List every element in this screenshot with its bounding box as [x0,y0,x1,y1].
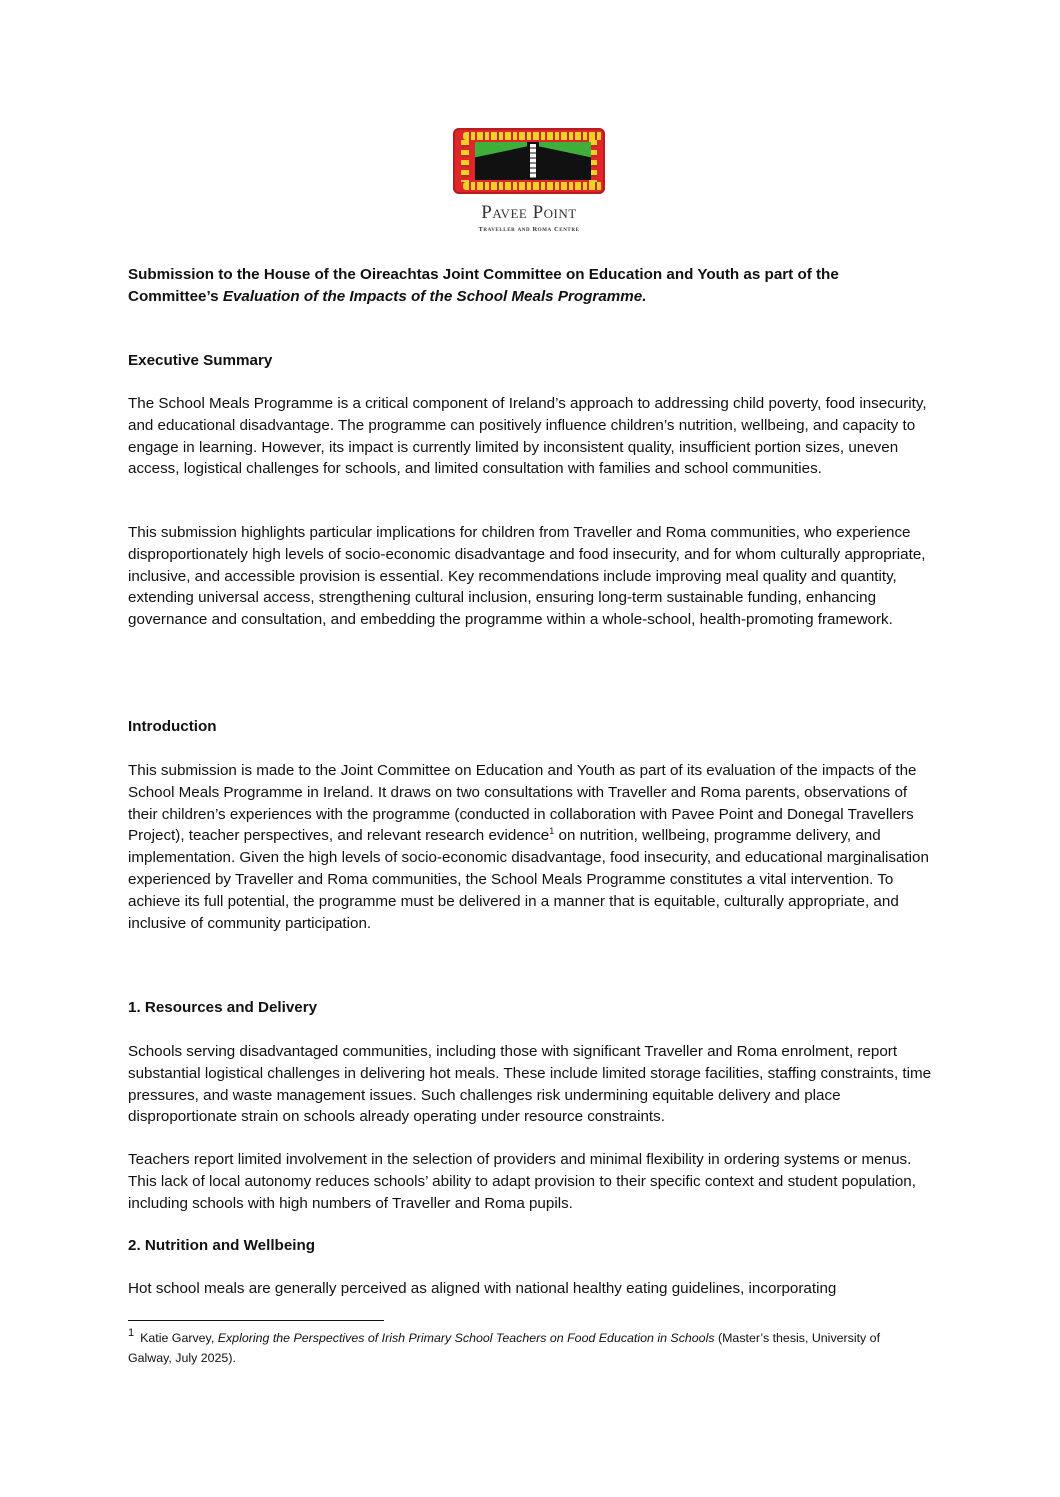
title-line-1: Submission to the House of the Oireachtas Joint Committee on Education and Youth as part of the [128,266,839,283]
logo-name: Pavee Point [481,202,577,223]
heading-executive-summary: Executive Summary [128,352,273,369]
exec-summary-paragraph-1: The School Meals Programme is a critical component of Ireland’s approach to addressing child poverty, food insecurity, and educational disadvantage. The programme can positively influence children’s nutrition, wellbeing, and capacity to engage in learning. However, its impact is currently limited by inconsistent quality, insufficient portion sizes, uneven access, logistical challenges for schools, and limited consultation with families and school communities. [128,395,927,478]
heading-resources-and-delivery: 1. Resources and Delivery [128,999,318,1016]
logo-ornament-bottom [463,182,603,190]
nutrition-paragraph-1: Hot school meals are generally perceived as aligned with national healthy eating guidelines, incorporating [128,1280,837,1297]
logo-ornament-left [461,140,469,182]
intro-text-before-note: This submission is made to the Joint Committee on Education and Youth as part of its evaluation of the impacts of the School Meals Programme in Ireland. It draws on two consultations with Traveller and Roma parents, observations of their children’s experiences with the programme (conducted in collaboration with Pavee Point and Donegal Travellers Project), teacher perspectives, and relevant research evidence [128,762,917,845]
logo-subtitle: Traveller and Roma Centre [478,226,580,233]
title-line-2 [128,286,934,308]
title-line-2-italic: Evaluation of the Impacts of the School Meals Programme. [222,287,647,305]
footnote-reference-1[interactable]: 1 [549,826,555,837]
logo-road-scene-icon [475,142,591,180]
heading-nutrition-and-wellbeing: 2. Nutrition and Wellbeing [128,1237,316,1254]
introduction-paragraph [128,760,934,934]
resources-paragraph-2: Teachers report limited involvement in the selection of providers and minimal flexibility in ordering systems or menus. This lack of local autonomy reduces schools’ ability to adapt provision to their specific context and student population, including schools with high numbers of Traveller and Roma pupils. [128,1151,916,1212]
exec-summary-paragraph-2: This submission highlights particular implications for children from Traveller and Roma communities, who experience disproportionately high levels of socio-economic disadvantage and food insecurity, and for whom culturally appropriate, inclusive, and accessible provision is essential. Key recommendations include improving meal quality and quantity, extending universal access, strengthening cultural inclusion, ensuring long-term sustainable funding, enhancing governance and consultation, and embedding the programme within a whole-school, health-promoting framework. [128,524,926,629]
logo-grass-right [539,142,591,164]
intro-text-after-note: on nutrition, wellbeing, programme delivery, and implementation. Given the high levels of socio-economic disadvantage, food insecurity, and educational marginalisation experienced by Traveller and Roma communities, the School Meals Programme constitutes a vital intervention. To achieve its full potential, the programme must be delivered in a manner that is equitable, culturally appropriate, and inclusive of community participation. [128,827,929,932]
logo-road-line [530,144,536,178]
footnote-mark: 1 [128,1327,135,1339]
heading-introduction: Introduction [128,718,217,735]
logo-ornate-frame-icon [453,128,605,194]
footnote-separator [128,1320,384,1321]
title-line-2-prefix: Committee’s [128,287,223,305]
resources-paragraph-1: Schools serving disadvantaged communities, including those with significant Traveller and Roma enrolment, report substantial logistical challenges in delivering hot meals. These include limited storage facilities, staffing constraints, time pressures, and waste management issues. Such challenges risk undermining equitable delivery and place disproportionate strain on schools already operating under resource constraints. [128,1043,932,1126]
logo-ornament-top [463,132,603,140]
footnote-1 [128,1328,908,1368]
footnote-rest: (Master’s thesis, University of Galway, July 2025). [128,1331,881,1365]
footnote-author: Katie Garvey, [140,1331,218,1345]
document-title [128,264,934,307]
footnote-title: Exploring the Perspectives of Irish Primary School Teachers on Food Education in Schools [217,1331,715,1345]
pavee-point-logo [449,128,609,240]
logo-grass-left [475,142,527,164]
